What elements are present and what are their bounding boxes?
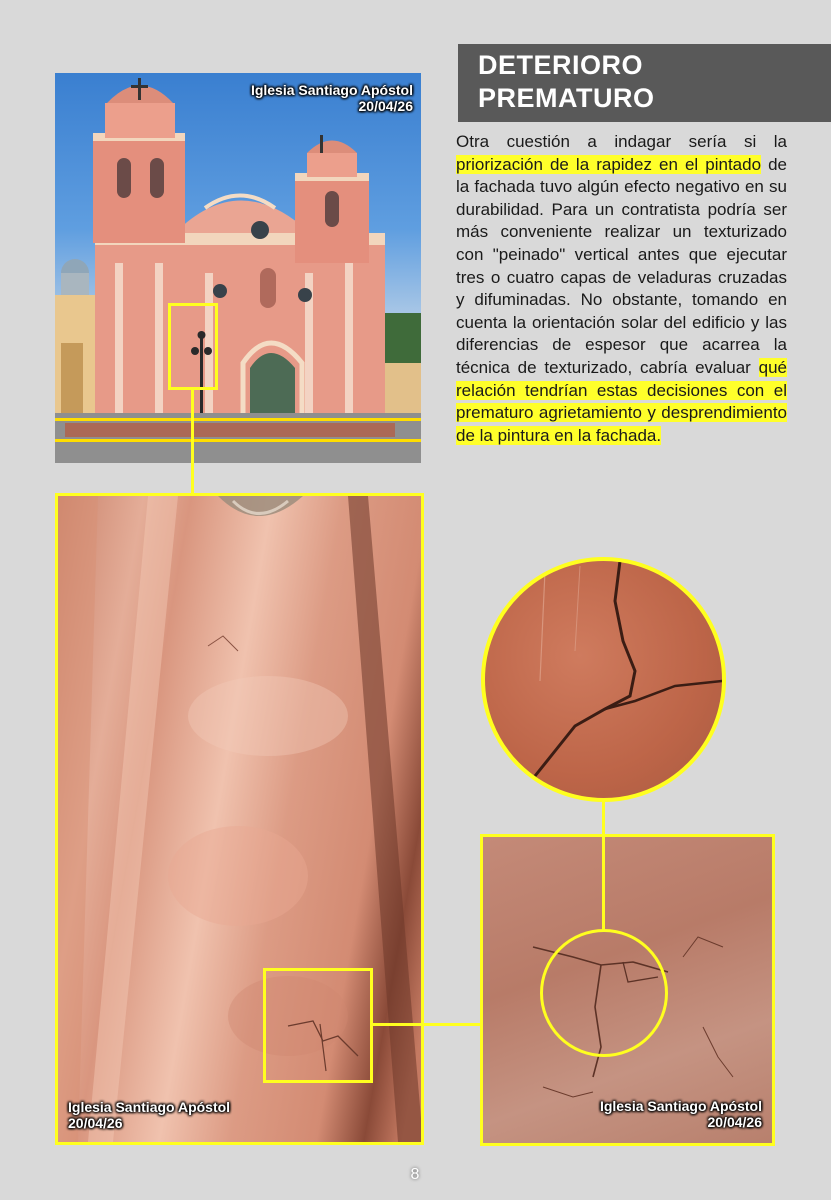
church-facade-photo [55, 73, 421, 463]
connector-line [373, 1023, 480, 1026]
caption-date: 20/04/26 [707, 1114, 762, 1130]
section-title-line-1: DETERIORO [478, 50, 644, 80]
connector-line [191, 390, 194, 493]
church-photo-caption [251, 82, 413, 114]
paragraph-highlight: priorización de la rapidez en el pintado [456, 154, 762, 174]
paragraph-highlight: qué relación tendrían estas decisiones con el prematuro agrietamiento y desprendimiento de la pintura en la fachada. [456, 357, 787, 445]
crack-zoom-texture [485, 561, 722, 798]
crack-detail-marker [263, 968, 373, 1083]
page-number: 8 [410, 1166, 420, 1183]
caption-date: 20/04/26 [68, 1115, 123, 1131]
connector-line [602, 802, 605, 932]
paragraph-run: de la fachada tuvo algún efecto negativo en su durabilidad. Para un contratista podría ser más conveniente realizar un texturizado con "peinado" vertical antes que ejecutar tres o cuatro capas de veladuras cruzadas y difuminadas. No obstante, tomando en cuenta la orientación solar del edificio y las diferencias de espesor que acarrea la técnica de texturizado, cabría evaluar [456, 154, 787, 377]
crack-highlight-circle [540, 929, 668, 1057]
detail-photo-caption [600, 1098, 762, 1130]
caption-name: Iglesia Santiago Apóstol [599, 1098, 762, 1114]
body-paragraph [456, 131, 787, 447]
section-title-band [458, 44, 831, 122]
crack-detail-photo [480, 834, 775, 1146]
caption-date: 20/04/26 [358, 98, 413, 114]
crack-zoom-circle [481, 557, 726, 802]
caption-name: Iglesia Santiago Apóstol [250, 82, 413, 98]
wall-photo-caption [68, 1099, 230, 1131]
church-illustration [55, 73, 421, 463]
section-title-line-2: PREMATURO [478, 83, 655, 113]
paragraph-run: Otra cuestión a indagar sería si la [456, 132, 787, 151]
caption-name: Iglesia Santiago Apóstol [68, 1099, 231, 1115]
church-detail-marker [168, 303, 218, 390]
